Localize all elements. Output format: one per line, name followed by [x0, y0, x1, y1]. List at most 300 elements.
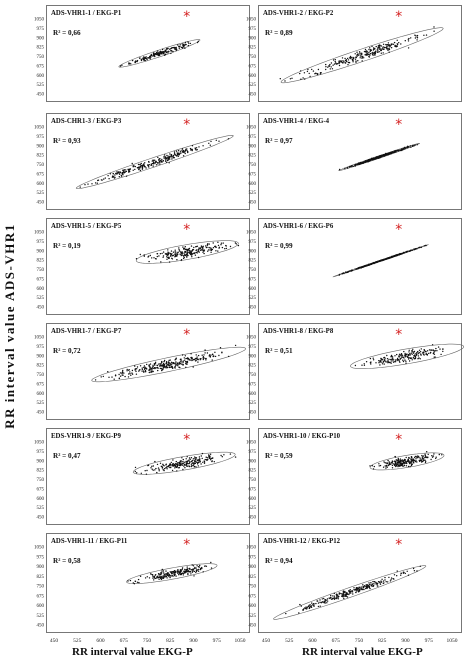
scatter-point	[183, 155, 184, 156]
scatter-point	[154, 160, 155, 161]
scatter-point	[405, 363, 406, 364]
scatter-point	[155, 574, 156, 575]
scatter-point	[192, 150, 193, 151]
x-tick-label: 675	[119, 638, 128, 644]
scatter-point	[222, 247, 223, 248]
scatter-point	[210, 141, 211, 142]
scatter-point	[355, 59, 356, 60]
scatter-point	[150, 363, 151, 364]
scatter-point	[383, 467, 384, 468]
scatter-point	[326, 602, 327, 603]
scatter-point	[186, 256, 187, 257]
scatter-point	[301, 605, 302, 606]
scatter-point	[383, 52, 384, 53]
scatter-point	[185, 44, 186, 45]
scatter-point	[357, 164, 358, 165]
scatter-point	[188, 248, 189, 249]
scatter-point	[399, 360, 400, 361]
scatter-point	[204, 349, 205, 350]
scatter-point	[130, 375, 131, 376]
y-tick-label: 750	[248, 55, 256, 60]
scatter-point	[190, 43, 191, 44]
scatter-point	[388, 42, 389, 43]
scatter-point	[383, 44, 384, 45]
scatter-point	[150, 368, 151, 369]
scatter-point	[373, 586, 374, 587]
scatter-point	[193, 465, 194, 466]
scatter-point	[146, 364, 147, 365]
scatter-point	[180, 152, 181, 153]
scatter-point	[180, 461, 181, 462]
scatter-point	[285, 613, 286, 614]
scatter-point	[140, 254, 141, 255]
scatter-point	[392, 256, 393, 257]
scatter-point	[195, 459, 196, 460]
scatter-point	[409, 353, 410, 354]
scatter-point	[163, 255, 164, 256]
y-tick-label: 600	[248, 286, 256, 292]
scatter-point	[168, 362, 169, 363]
scatter-point	[163, 572, 164, 573]
scatter-point	[157, 577, 158, 578]
scatter-point	[375, 51, 376, 52]
scatter-point	[193, 575, 194, 576]
scatter-point	[375, 582, 376, 583]
scatter-point	[126, 171, 127, 172]
scatter-point	[319, 599, 320, 600]
scatter-point	[376, 46, 377, 47]
scatter-point	[132, 163, 133, 164]
r-squared-label: R² = 0,97	[265, 137, 293, 145]
scatter-point	[153, 163, 154, 164]
scatter-point	[420, 458, 421, 459]
scatter-point	[409, 251, 410, 252]
scatter-point	[203, 354, 204, 355]
scatter-point	[350, 589, 351, 590]
y-tick-label: 825	[248, 258, 256, 264]
scatter-point	[318, 602, 319, 603]
scatter-point	[207, 459, 208, 460]
scatter-point	[111, 376, 112, 377]
y-tick-label: 525	[36, 613, 44, 619]
scatter-point	[387, 581, 388, 582]
scatter-point	[95, 182, 96, 183]
scatter-point	[121, 65, 122, 66]
scatter-point	[384, 258, 385, 259]
y-tick-label: 1050	[246, 17, 256, 23]
scatter-point	[414, 249, 415, 250]
scatter-point	[176, 461, 177, 462]
scatter-point	[361, 53, 362, 54]
scatter-point	[403, 148, 404, 149]
scatter-point	[405, 252, 406, 253]
scatter-point	[374, 52, 375, 53]
scatter-point	[183, 465, 184, 466]
scatter-point	[116, 173, 117, 174]
scatter-point	[151, 466, 152, 467]
y-tick-label: 600	[36, 604, 44, 609]
scatter-point	[183, 463, 184, 464]
scatter-point	[137, 366, 138, 367]
scatter-point	[411, 250, 412, 251]
scatter-point	[167, 157, 168, 158]
scatter-point	[181, 457, 182, 458]
scatter-point	[172, 470, 173, 471]
scatter-plot-1	[28, 5, 250, 102]
scatter-point	[359, 51, 360, 52]
scatter-point	[193, 366, 194, 367]
scatter-point	[337, 596, 338, 597]
scatter-point	[138, 164, 139, 165]
scatter-point	[200, 248, 201, 249]
scatter-point	[311, 602, 312, 603]
scatter-point	[182, 572, 183, 573]
scatter-point	[165, 467, 166, 468]
scatter-point	[376, 261, 377, 262]
scatter-point	[144, 365, 145, 366]
scatter-point	[210, 252, 211, 253]
scatter-point	[145, 57, 146, 58]
scatter-point	[368, 582, 369, 583]
scatter-point	[430, 349, 431, 350]
y-tick-label: 900	[36, 36, 44, 42]
scatter-point	[118, 374, 119, 375]
y-tick-label: 525	[248, 191, 256, 197]
scatter-point	[168, 51, 169, 52]
scatter-point	[181, 260, 182, 261]
scatter-point	[397, 150, 398, 151]
scatter-plot-12	[240, 533, 462, 644]
scatter-point	[135, 61, 136, 62]
scatter-point	[189, 359, 190, 360]
scatter-point	[158, 467, 159, 468]
scatter-point	[163, 470, 164, 471]
scatter-point	[198, 251, 199, 252]
r-squared-label: R² = 0,89	[265, 29, 293, 37]
scatter-point	[230, 246, 231, 247]
scatter-point	[198, 571, 199, 572]
scatter-point	[208, 247, 209, 248]
scatter-point	[398, 460, 399, 461]
scatter-point	[191, 457, 192, 458]
scatter-point	[379, 45, 380, 46]
scatter-point	[160, 261, 161, 262]
scatter-points	[339, 144, 418, 170]
scatter-point	[203, 250, 204, 251]
r-squared-label: R² = 0,58	[53, 557, 81, 565]
scatter-point	[380, 260, 381, 261]
scatter-point	[161, 368, 162, 369]
scatter-point	[166, 362, 167, 363]
scatter-point	[103, 178, 104, 179]
scatter-point	[341, 593, 342, 594]
y-tick-label: 750	[248, 584, 256, 590]
r-squared-label: R² = 0,51	[265, 347, 293, 355]
scatter-point	[345, 60, 346, 61]
scatter-point	[397, 460, 398, 461]
scatter-point	[418, 353, 419, 354]
scatter-point	[177, 569, 178, 570]
scatter-point	[374, 581, 375, 582]
scatter-point	[384, 359, 385, 360]
scatter-point	[158, 573, 159, 574]
panel-title: ADS-VHR1-10 / EKG-P10	[263, 433, 341, 440]
scatter-point	[197, 463, 198, 464]
scatter-point	[190, 571, 191, 572]
scatter-point	[184, 248, 185, 249]
scatter-point	[153, 165, 154, 166]
scatter-point	[394, 463, 395, 464]
scatter-point	[178, 150, 179, 151]
scatter-point	[370, 53, 371, 54]
scatter-point	[144, 254, 145, 255]
scatter-point	[149, 57, 150, 58]
scatter-point	[379, 465, 380, 466]
scatter-point	[155, 162, 156, 163]
scatter-point	[181, 47, 182, 48]
scatter-point	[352, 165, 353, 166]
scatter-point	[359, 267, 360, 268]
scatter-point	[154, 469, 155, 470]
scatter-point	[159, 365, 160, 366]
scatter-point	[180, 44, 181, 45]
scatter-point	[195, 572, 196, 573]
y-tick-label: 750	[36, 268, 44, 273]
scatter-point	[200, 463, 201, 464]
scatter-point	[398, 459, 399, 460]
scatter-point	[411, 352, 412, 353]
y-tick-label: 600	[36, 181, 44, 187]
scatter-point	[187, 255, 188, 256]
scatter-point	[170, 156, 171, 157]
scatter-point	[403, 572, 404, 573]
scatter-point	[380, 465, 381, 466]
scatter-point	[133, 170, 134, 171]
y-tick-label: 1050	[246, 335, 256, 341]
scatter-point	[161, 466, 162, 467]
r-squared-label: R² = 0,19	[53, 242, 81, 250]
scatter-point	[184, 569, 185, 570]
scatter-point	[385, 465, 386, 466]
scatter-point	[430, 459, 431, 460]
scatter-point	[421, 348, 422, 349]
scatter-point	[103, 376, 104, 377]
scatter-point	[180, 254, 181, 255]
scatter-point	[180, 151, 181, 152]
y-tick-label: 825	[36, 45, 44, 51]
scatter-point	[176, 255, 177, 256]
y-tick-label: 675	[248, 277, 256, 283]
scatter-point	[195, 149, 196, 150]
scatter-point	[192, 572, 193, 573]
scatter-point	[374, 53, 375, 54]
scatter-point	[213, 247, 214, 248]
scatter-point	[412, 354, 413, 355]
scatter-point	[217, 242, 218, 243]
scatter-point	[185, 246, 186, 247]
scatter-point	[136, 374, 137, 375]
scatter-point	[185, 363, 186, 364]
scatter-point	[391, 47, 392, 48]
x-tick-label: 900	[189, 638, 198, 644]
y-tick-label: 975	[248, 555, 256, 561]
scatter-point	[395, 456, 396, 457]
scatter-point	[360, 162, 361, 163]
scatter-point	[349, 57, 350, 58]
y-tick-label: 750	[36, 478, 44, 483]
scatter-point	[182, 45, 183, 46]
scatter-point	[350, 591, 351, 592]
scatter-point	[220, 347, 221, 348]
scatter-point	[327, 598, 328, 599]
scatter-point	[146, 474, 147, 475]
scatter-point	[384, 577, 385, 578]
scatter-point	[165, 50, 166, 51]
scatter-point	[184, 462, 185, 463]
scatter-point	[158, 160, 159, 161]
scatter-point	[370, 363, 371, 364]
scatter-point	[311, 69, 312, 70]
scatter-point	[203, 246, 204, 247]
scatter-point	[284, 80, 285, 81]
scatter-point	[161, 579, 162, 580]
scatter-point	[186, 252, 187, 253]
scatter-point	[382, 363, 383, 364]
scatter-point	[390, 152, 391, 153]
scatter-point	[193, 247, 194, 248]
scatter-point	[168, 253, 169, 254]
scatter-plot-2	[240, 5, 462, 102]
scatter-point	[401, 355, 402, 356]
scatter-plot-7	[28, 323, 250, 420]
y-tick-label: 675	[36, 277, 44, 283]
scatter-point	[211, 461, 212, 462]
scatter-point	[373, 54, 374, 55]
scatter-point	[425, 354, 426, 355]
scatter-point	[202, 252, 203, 253]
scatter-point	[132, 370, 133, 371]
scatter-point	[393, 463, 394, 464]
scatter-point	[195, 246, 196, 247]
scatter-point	[386, 48, 387, 49]
x-tick-label: 525	[73, 638, 82, 644]
scatter-point	[351, 591, 352, 592]
scatter-point	[189, 461, 190, 462]
scatter-point	[202, 355, 203, 356]
scatter-panel-2	[240, 5, 462, 102]
scatter-point	[107, 175, 108, 176]
scatter-point	[439, 454, 440, 455]
scatter-point	[365, 588, 366, 589]
scatter-point	[183, 151, 184, 152]
scatter-point	[402, 360, 403, 361]
scatter-point	[391, 44, 392, 45]
scatter-point	[215, 356, 216, 357]
scatter-point	[210, 562, 211, 563]
scatter-point	[407, 147, 408, 148]
x-tick-label: 600	[96, 638, 105, 644]
scatter-point	[171, 462, 172, 463]
scatter-point	[213, 356, 214, 357]
scatter-point	[161, 361, 162, 362]
scatter-point	[420, 459, 421, 460]
scatter-point	[171, 573, 172, 574]
scatter-point	[442, 348, 443, 349]
scatter-point	[403, 252, 404, 253]
scatter-point	[391, 360, 392, 361]
scatter-point	[202, 453, 203, 454]
scatter-point	[377, 48, 378, 49]
scatter-point	[179, 367, 180, 368]
scatter-point	[394, 152, 395, 153]
scatter-point	[228, 138, 229, 139]
scatter-point	[388, 48, 389, 49]
scatter-point	[386, 44, 387, 45]
scatter-point	[160, 363, 161, 364]
scatter-point	[178, 247, 179, 248]
scatter-point	[348, 594, 349, 595]
scatter-point	[164, 575, 165, 576]
scatter-point	[180, 569, 181, 570]
scatter-point	[198, 359, 199, 360]
scatter-point	[190, 254, 191, 255]
scatter-point	[177, 571, 178, 572]
scatter-point	[363, 57, 364, 58]
scatter-point	[308, 606, 309, 607]
scatter-point	[193, 359, 194, 360]
scatter-point	[423, 455, 424, 456]
scatter-point	[164, 574, 165, 575]
y-tick-label: 900	[36, 354, 44, 360]
scatter-point	[343, 595, 344, 596]
scatter-point	[424, 245, 425, 246]
scatter-point	[175, 361, 176, 362]
scatter-point	[186, 249, 187, 250]
scatter-point	[124, 376, 125, 377]
scatter-point	[398, 42, 399, 43]
scatter-point	[97, 180, 98, 181]
scatter-point	[381, 53, 382, 54]
scatter-point	[191, 465, 192, 466]
scatter-point	[160, 160, 161, 161]
scatter-point	[317, 73, 318, 74]
scatter-point	[402, 460, 403, 461]
scatter-point	[371, 263, 372, 264]
scatter-point	[158, 255, 159, 256]
scatter-point	[309, 604, 310, 605]
r-squared-label: R² = 0,99	[265, 242, 293, 250]
scatter-point	[195, 255, 196, 256]
scatter-point	[367, 160, 368, 161]
scatter-point	[158, 363, 159, 364]
scatter-point	[228, 356, 229, 357]
y-tick-label: 1050	[34, 125, 44, 131]
y-tick-label: 900	[248, 459, 256, 465]
y-tick-label: 525	[36, 401, 44, 407]
scatter-point	[190, 573, 191, 574]
scatter-point	[171, 364, 172, 365]
y-tick-label: 900	[248, 565, 256, 570]
scatter-point	[374, 583, 375, 584]
scatter-point	[309, 73, 310, 74]
scatter-point	[190, 353, 191, 354]
scatter-point	[417, 358, 418, 359]
scatter-point	[355, 53, 356, 54]
scatter-point	[145, 577, 146, 578]
scatter-point	[392, 359, 393, 360]
scatter-point	[367, 53, 368, 54]
scatter-point	[353, 587, 354, 588]
